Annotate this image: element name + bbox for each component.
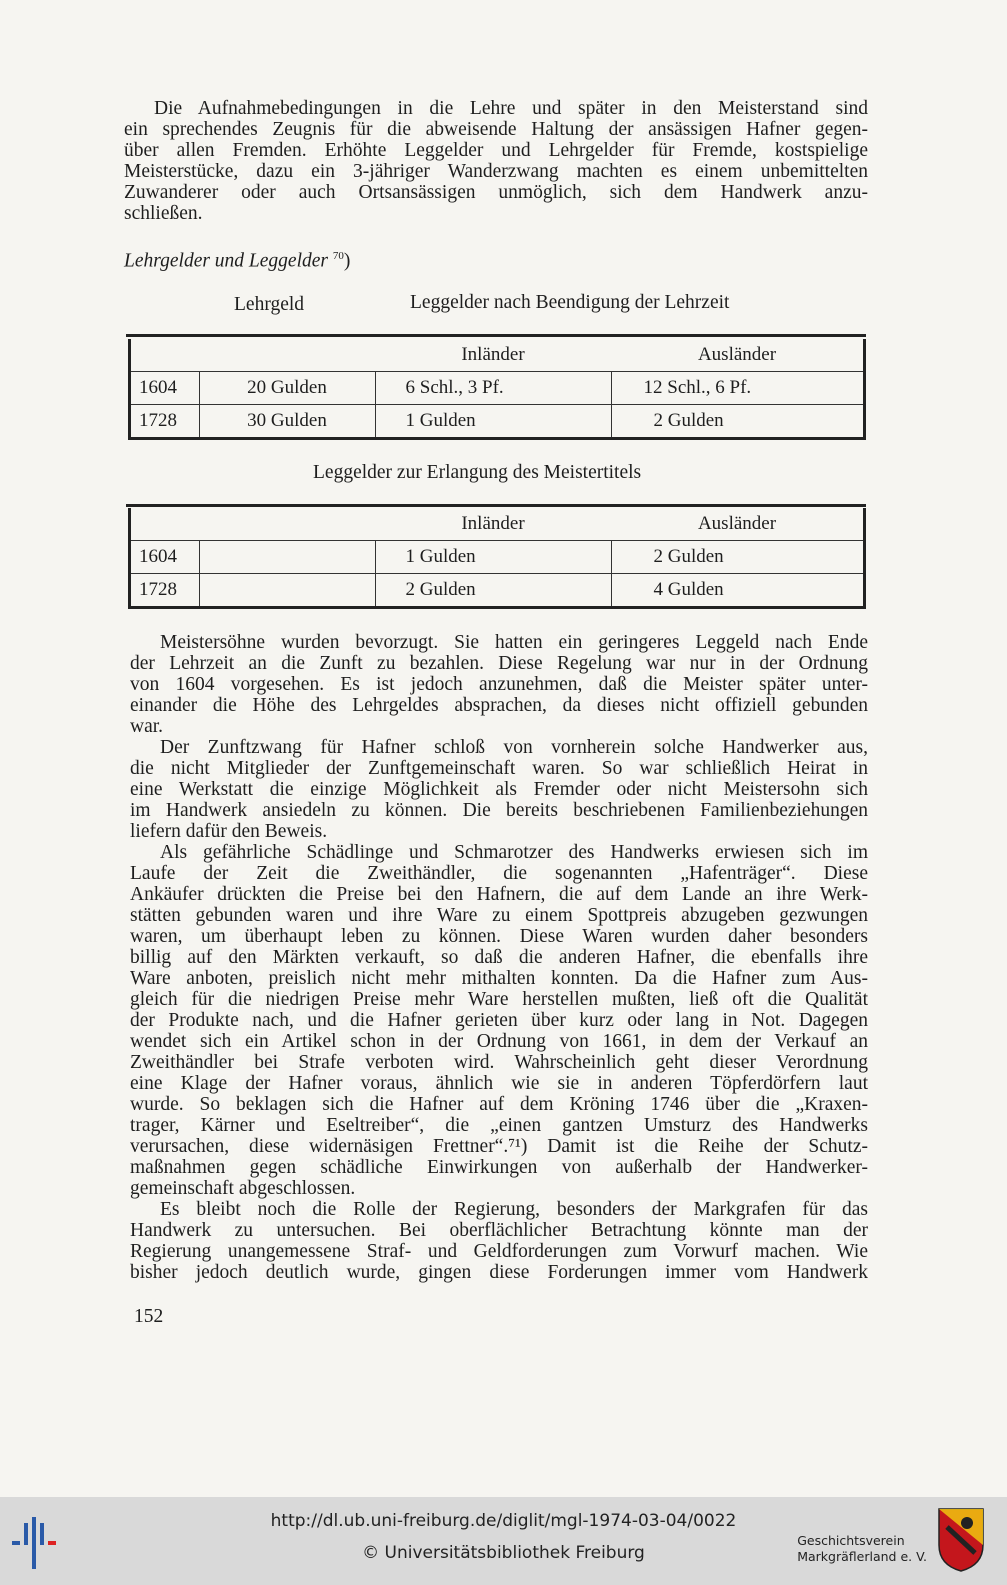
cell-lehrgeld: 20 Gulden [199, 372, 375, 405]
text-line: Meisterstücke, dazu ein 3-jähriger Wanderzwang machten es einem unbemittelten [124, 161, 868, 182]
footer-bar [0, 1497, 1007, 1585]
text-line: eine Werkstatt die einzige Möglichkeit als Fremder oder nicht Meistersohn sich [130, 779, 868, 800]
text-line: verursachen, diese widernäsigen Frettner“.⁷¹) Damit ist die Reihe der Schutz- [130, 1136, 868, 1157]
table-header-cell [199, 339, 375, 372]
text-line: Zuwanderer oder auch Ortsansässigen unmöglich, sich dem Handwerk anzu- [124, 182, 868, 203]
header-inlaender: Inländer [375, 339, 611, 372]
text-line: bisher jedoch deutlich wurde, gingen diese Forderungen immer vom Handwerk [130, 1262, 868, 1283]
text-line: Handwerk zu untersuchen. Bei oberflächlicher Betrachtung könnte man der [130, 1220, 868, 1241]
section-heading-text: Lehrgelder und Leggelder [124, 250, 328, 272]
cell-auslaender: 4 Gulden [653, 579, 724, 600]
cell-inlaender: 6 Schl., 3 Pf. [375, 372, 611, 405]
cell-auslaender: 2 Gulden [653, 410, 724, 431]
table2-top-rule [126, 504, 866, 507]
text-line: Ankäufer drückten die Preise bei den Hafnern, die auf dem Lande an ihre Werk- [130, 884, 868, 905]
text-line: ein sprechendes Zeugnis für die abweisende Haltung der ansässigen Hafner gegen- [124, 119, 868, 140]
section-heading [124, 250, 350, 273]
text-line: billig auf den Märkten verkauft, so daß die anderen Hafner, die ebenfalls ihre [130, 947, 868, 968]
text-line: stätten gebunden waren und ihre Ware zu einem Spottpreis abzugeben gezwungen [130, 905, 868, 926]
paragraph-1 [124, 98, 868, 224]
table1-label-lehrgeld: Lehrgeld [234, 294, 305, 315]
cell-inlaender: 2 Gulden [375, 574, 611, 608]
table2-title: Leggelder zur Erlangung des Meistertitels [313, 462, 642, 483]
text-line: Zweithändler bei Strafe verboten wird. Wahrscheinlich geht dieser Verordnung [130, 1052, 868, 1073]
header-auslaender: Ausländer [611, 508, 865, 541]
header-inlaender: Inländer [375, 508, 611, 541]
table-meistertitel [128, 508, 866, 609]
table1-label-leggelder: Leggelder nach Beendigung der Lehrzeit [410, 292, 730, 313]
text-line: Es bleibt noch die Rolle der Regierung, besonders der Markgrafen für das [160, 1199, 868, 1220]
text-line: der Lehrzeit an die Zunft zu bezahlen. Diese Regelung war nur in der Ordnung [130, 653, 868, 674]
text-line: trager, Kärner und Eseltreiber“, die „einen gantzen Umsturz des Handwerks [130, 1115, 868, 1136]
header-auslaender: Ausländer [611, 339, 865, 372]
cell-year: 1728 [130, 574, 200, 608]
text-line: wurde. So beklagen sich die Hafner auf dem Kröning 1746 über die „Kraxen- [130, 1094, 868, 1115]
text-line: gemeinschaft abgeschlossen. [130, 1178, 356, 1199]
cell-inlaender: 1 Gulden [375, 541, 611, 574]
text-line: Laufe der Zeit die Zweithändler, die sogenannten „Hafenträger“. Diese [130, 863, 868, 884]
text-line: die nicht Mitglieder der Zunftgemeinschaft waren. So war schließlich Heirat in [130, 758, 868, 779]
cell-inlaender: 1 Gulden [375, 405, 611, 439]
text-line: über allen Fremden. Erhöhte Leggelder und Lehrgelder für Fremde, kostspielige [124, 140, 868, 161]
text-line: Die Aufnahmebedingungen in die Lehre und später in den Meisterstand sind [154, 98, 868, 119]
society-line-1: Geschichtsverein [797, 1533, 905, 1548]
text-line: Regierung unangemessene Straf- und Geldforderungen zum Vorwurf machen. Wie [130, 1241, 868, 1262]
table-row [130, 405, 865, 439]
copyright-text: © Universitätsbibliothek Freiburg [362, 1543, 645, 1563]
paragraph-2 [130, 632, 868, 737]
cell-auslaender: 2 Gulden [611, 541, 865, 574]
text-line: maßnahmen gegen schädliche Einwirkungen von außerhalb der Handwerker- [130, 1157, 868, 1178]
society-name [797, 1533, 927, 1565]
text-line: wendet sich ein Artikel schon in der Ordnung von 1661, in dem der Verkauf an [130, 1031, 868, 1052]
cell-year: 1604 [130, 372, 200, 405]
text-line: Der Zunftzwang für Hafner schloß von vornherein solche Handwerker aus, [160, 737, 868, 758]
text-line: gleich für die niedrigen Preise mehr Ware herstellen mußten, ließ oft die Qualität [130, 989, 868, 1010]
footnote-paren: ) [343, 250, 351, 272]
text-line: schließen. [124, 203, 203, 224]
cell-auslaender: 12 Schl., 6 Pf. [611, 372, 865, 405]
cell-empty [199, 541, 375, 574]
coat-of-arms-icon [937, 1507, 985, 1573]
paragraph-5 [130, 1199, 868, 1283]
table-header-cell [199, 508, 375, 541]
cell-lehrgeld: 30 Gulden [199, 405, 375, 439]
table-header-row [130, 339, 865, 372]
table-header-cell [130, 339, 200, 372]
table-header-cell [130, 508, 200, 541]
text-line: Ware anboten, preislich nicht mehr mithalten konnten. Da die Hafner zum Aus- [130, 968, 868, 989]
paragraph-3 [130, 737, 868, 842]
text-line: eine Klage der Hafner voraus, ähnlich wie sie in anderen Töpferdörfern laut [130, 1073, 868, 1094]
table-row [130, 574, 865, 608]
table-header-row [130, 508, 865, 541]
text-line: von 1604 vorgesehen. Es ist jedoch anzunehmen, daß die Meister später unter- [130, 674, 868, 695]
table-row [130, 541, 865, 574]
society-line-2: Markgräflerland e. V. [797, 1549, 927, 1564]
document-url-link[interactable]: http://dl.ub.uni-freiburg.de/diglit/mgl-1974-03-04/0022 [270, 1511, 737, 1531]
paragraph-4 [130, 842, 868, 1199]
cell-year: 1604 [130, 541, 200, 574]
table-row [130, 372, 865, 405]
text-line: waren, um überhaupt leben zu können. Diese Waren wurden daher besonders [130, 926, 868, 947]
table-lehrgelder [128, 339, 866, 440]
footnote-ref: 70 [332, 250, 344, 262]
text-line: Meistersöhne wurden bevorzugt. Sie hatten ein geringeres Leggeld nach Ende [160, 632, 868, 653]
text-line: liefern dafür den Beweis. [130, 821, 328, 842]
table1-top-rule [126, 334, 866, 337]
text-line: der Produkte nach, und die Hafner gerieten über kurz oder lang in Not. Dagegen [130, 1010, 868, 1031]
text-line: einander die Höhe des Lehrgeldes absprachen, da dieses nicht offiziell gebunden [130, 695, 868, 716]
text-line: war. [130, 716, 164, 737]
text-line: Als gefährliche Schädlinge und Schmarotzer des Handwerks erwiesen sich im [160, 842, 868, 863]
cell-year: 1728 [130, 405, 200, 439]
cell-empty [199, 574, 375, 608]
page-number: 152 [134, 1306, 164, 1327]
text-line: im Handwerk ansiedeln zu können. Die bereits beschriebenen Familienbeziehungen [130, 800, 868, 821]
